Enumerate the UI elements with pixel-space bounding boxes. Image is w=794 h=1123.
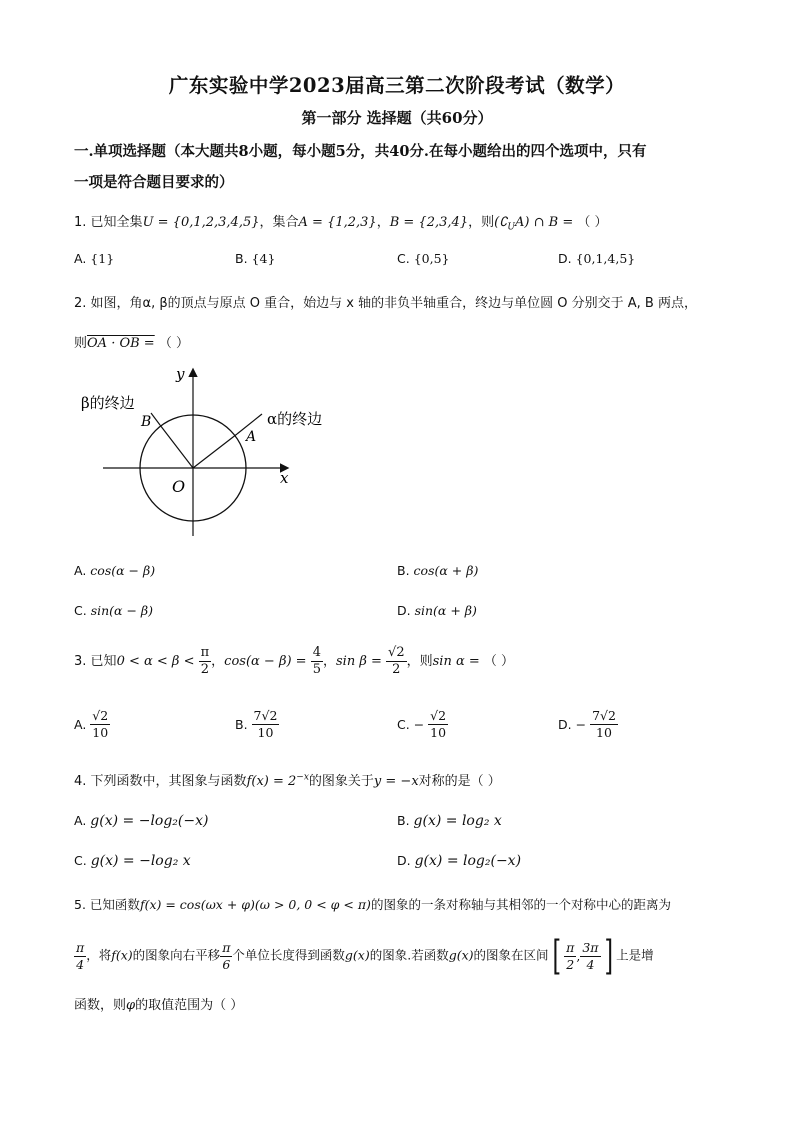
q5-text-b: 的图象的一条对称轴与其相邻的一个对称中心的距离为 — [370, 897, 671, 912]
q2-line2 — [74, 332, 189, 351]
q5-text-a: 已知函数 — [89, 897, 140, 912]
q5-gx: g(x) — [344, 947, 370, 963]
interval-comma: , — [576, 948, 581, 964]
q3-cos-expr: cos(α − β) = — [224, 654, 307, 669]
q4-exponent: −x — [296, 772, 309, 783]
option-text: {0,1,4,5} — [575, 251, 636, 266]
denominator: 10 — [257, 725, 274, 740]
section-heading-line2: 一项是符合题目要求的） — [74, 174, 234, 191]
option-label: B. — [235, 717, 248, 732]
question-number: 4. — [74, 774, 87, 789]
q3-option-b — [235, 708, 279, 741]
q2-text-then: 则 — [74, 336, 88, 351]
option-sign: − — [413, 717, 425, 732]
q5-phi: φ — [126, 998, 136, 1013]
fraction-3pi-over-4 — [580, 940, 600, 973]
beta-side-label: β的终边 — [81, 394, 135, 412]
section-heading-line1: 一.单项选择题（本大题共8小题，每小题5分，共40分.在每小题给出的四个选项中，只有 — [74, 143, 647, 160]
numerator: 7√2 — [253, 708, 278, 723]
option-text: cos(α − β) — [90, 563, 156, 578]
option-label: D. — [397, 603, 411, 618]
q4-option-c — [74, 853, 191, 869]
q1-complement: (∁ — [494, 215, 508, 230]
q4-symmetry-line: y = −x — [373, 774, 419, 789]
option-fraction — [428, 708, 448, 741]
question-number: 2. — [74, 296, 87, 311]
x-axis-label: x — [280, 469, 289, 487]
beta-terminal-extension — [151, 413, 160, 425]
option-text: g(x) = log₂ x — [413, 813, 502, 829]
denominator: 4 — [586, 956, 595, 972]
q5-line3 — [74, 994, 243, 1013]
q5-fx: f(x) — [111, 947, 133, 963]
q3-condition: 0 < α < β < — [116, 654, 195, 669]
q3-text-c: ， — [323, 654, 337, 669]
q3-text-d: ，则 — [406, 654, 433, 669]
option-text: g(x) = −log₂(−x) — [90, 813, 209, 829]
q1-text-c: ， — [376, 215, 390, 230]
q1-text-b: ，集合 — [259, 215, 299, 230]
fraction-pi-over-6 — [220, 940, 232, 973]
page-title: 广东实验中学2023届高三第二次阶段考试（数学） — [168, 74, 626, 97]
option-text: sin(α − β) — [90, 603, 153, 618]
q3-option-c — [397, 708, 448, 741]
y-axis-label: y — [176, 365, 185, 383]
option-label: A. — [74, 813, 87, 828]
q3-text-a: 已知 — [90, 654, 117, 669]
q2-dot-product: OA · OB = — [87, 336, 155, 351]
q2-text-line1: 如图，角α, β的顶点与原点 O 重合，始边与 x 轴的非负半轴重合，终边与单位圆 O 分别交于 A, B 两点， — [90, 296, 697, 311]
interval-right-bracket: ] — [604, 933, 613, 979]
q1-text-a: 已知全集 — [90, 215, 143, 230]
q1-option-b — [235, 251, 275, 266]
q4-text-c: 对称的是（ ） — [418, 774, 501, 789]
q5-text-e: 个单位长度得到函数 — [232, 947, 345, 963]
fraction-pi-over-2 — [564, 940, 576, 973]
answer-blank: （ ） — [158, 336, 189, 351]
q4-text-a: 下列函数中，其图象与函数 — [90, 774, 247, 789]
q1-option-d — [558, 251, 635, 266]
q2-option-d — [397, 603, 477, 618]
question-2 — [74, 292, 697, 311]
q5-line2 — [74, 933, 654, 979]
q4-option-a — [74, 813, 208, 829]
question-3 — [74, 645, 514, 678]
numerator: √2 — [388, 645, 405, 660]
q5-function: f(x) = cos(ωx + φ)(ω > 0, 0 < φ < π) — [139, 897, 371, 912]
q5-text-d: 的图象向右平移 — [132, 947, 221, 963]
numerator: 4 — [312, 645, 321, 660]
q5-text-c: ，将 — [86, 947, 112, 963]
answer-blank: （ ） — [577, 215, 608, 230]
option-label: A. — [74, 717, 87, 732]
beta-terminal-side — [160, 425, 193, 468]
alpha-side-label: α的终边 — [267, 410, 323, 428]
part-heading: 第一部分 选择题（共60分） — [301, 109, 493, 127]
question-number: 5. — [74, 897, 86, 912]
option-label: A. — [74, 251, 87, 266]
q3-option-a — [74, 708, 110, 741]
q3-text-b: ， — [211, 654, 225, 669]
option-label: D. — [558, 717, 572, 732]
option-fraction — [252, 708, 280, 741]
q2-option-a — [74, 563, 155, 578]
origin-label: O — [172, 477, 186, 496]
option-label: C. — [397, 717, 410, 732]
option-label: A. — [74, 563, 87, 578]
q5-text-j: 的取值范围为（ ） — [135, 998, 244, 1013]
option-label: B. — [397, 813, 410, 828]
option-text: {4} — [251, 251, 276, 266]
option-label: C. — [74, 603, 87, 618]
option-label: C. — [397, 251, 410, 266]
q5-text-f: 的图象.若函数 — [369, 947, 449, 963]
numerator: √2 — [92, 708, 109, 723]
denominator: 2 — [392, 662, 401, 677]
numerator: 3π — [582, 939, 599, 955]
question-4 — [74, 770, 501, 789]
q4-text-b: 的图象关于 — [308, 774, 374, 789]
option-text: sin(α + β) — [414, 603, 477, 618]
q3-option-d — [558, 708, 618, 741]
denominator: 10 — [430, 725, 447, 740]
answer-blank: （ ） — [483, 654, 515, 669]
denominator: 10 — [92, 725, 109, 740]
alpha-terminal-side — [193, 434, 237, 468]
denominator: 6 — [222, 956, 231, 972]
q1-universal-set: U = {0,1,2,3,4,5} — [142, 215, 260, 230]
interval-left-bracket: [ — [552, 933, 561, 979]
fraction-pi-over-2 — [199, 645, 212, 678]
option-label: B. — [235, 251, 248, 266]
q4-option-d — [397, 853, 521, 869]
q5-text-h: 上是增 — [616, 947, 654, 963]
q1-option-c — [397, 251, 449, 266]
option-text: cos(α + β) — [413, 563, 479, 578]
point-b-label: B — [141, 414, 152, 430]
q3-sin-expr: sin β = — [336, 654, 382, 669]
q1-complement-sub: U — [507, 222, 516, 233]
q2-option-c — [74, 603, 153, 618]
option-text: {0,5} — [413, 251, 450, 266]
option-fraction — [90, 708, 110, 741]
q4-function: f(x) = 2 — [246, 774, 297, 789]
option-fraction — [590, 708, 618, 741]
q5-text-g: 的图象在区间 — [473, 947, 549, 963]
denominator: 4 — [76, 956, 85, 972]
fraction-rt2-over-2 — [386, 645, 407, 678]
question-1 — [74, 211, 608, 233]
numerator: π — [200, 645, 210, 660]
q2-option-b — [397, 563, 478, 578]
numerator: π — [222, 939, 231, 955]
option-sign: − — [575, 717, 587, 732]
question-number: 1. — [74, 215, 87, 230]
question-number: 3. — [74, 654, 87, 669]
option-text: g(x) = −log₂ x — [90, 853, 191, 869]
denominator: 5 — [312, 662, 321, 677]
q1-text-d: ，则 — [468, 215, 495, 230]
q1-set-a: A = {1,2,3} — [298, 215, 377, 230]
option-label: D. — [397, 853, 411, 868]
denominator: 2 — [200, 662, 210, 677]
option-text: g(x) = log₂(−x) — [414, 853, 522, 869]
fraction-pi-over-4 — [74, 940, 86, 973]
point-a-label: A — [246, 429, 257, 445]
q1-expr: A) ∩ B = — [515, 215, 574, 230]
unit-circle-figure — [75, 362, 365, 542]
q5-gx-2: g(x) — [448, 947, 474, 963]
option-label: C. — [74, 853, 87, 868]
q3-target: sin α = — [432, 654, 480, 669]
option-text: {1} — [90, 251, 115, 266]
numerator: π — [76, 939, 85, 955]
q5-text-i: 函数，则 — [74, 998, 127, 1013]
numerator: 7√2 — [592, 708, 616, 723]
q4-option-b — [397, 813, 502, 829]
question-5 — [74, 895, 671, 913]
denominator: 2 — [566, 956, 575, 972]
denominator: 10 — [596, 725, 612, 740]
option-label: B. — [397, 563, 410, 578]
option-label: D. — [558, 251, 572, 266]
q1-option-a — [74, 251, 114, 266]
numerator: √2 — [430, 708, 447, 723]
fraction-4-over-5 — [311, 645, 323, 678]
numerator: π — [566, 939, 575, 955]
q1-set-b: B = {2,3,4} — [389, 215, 469, 230]
